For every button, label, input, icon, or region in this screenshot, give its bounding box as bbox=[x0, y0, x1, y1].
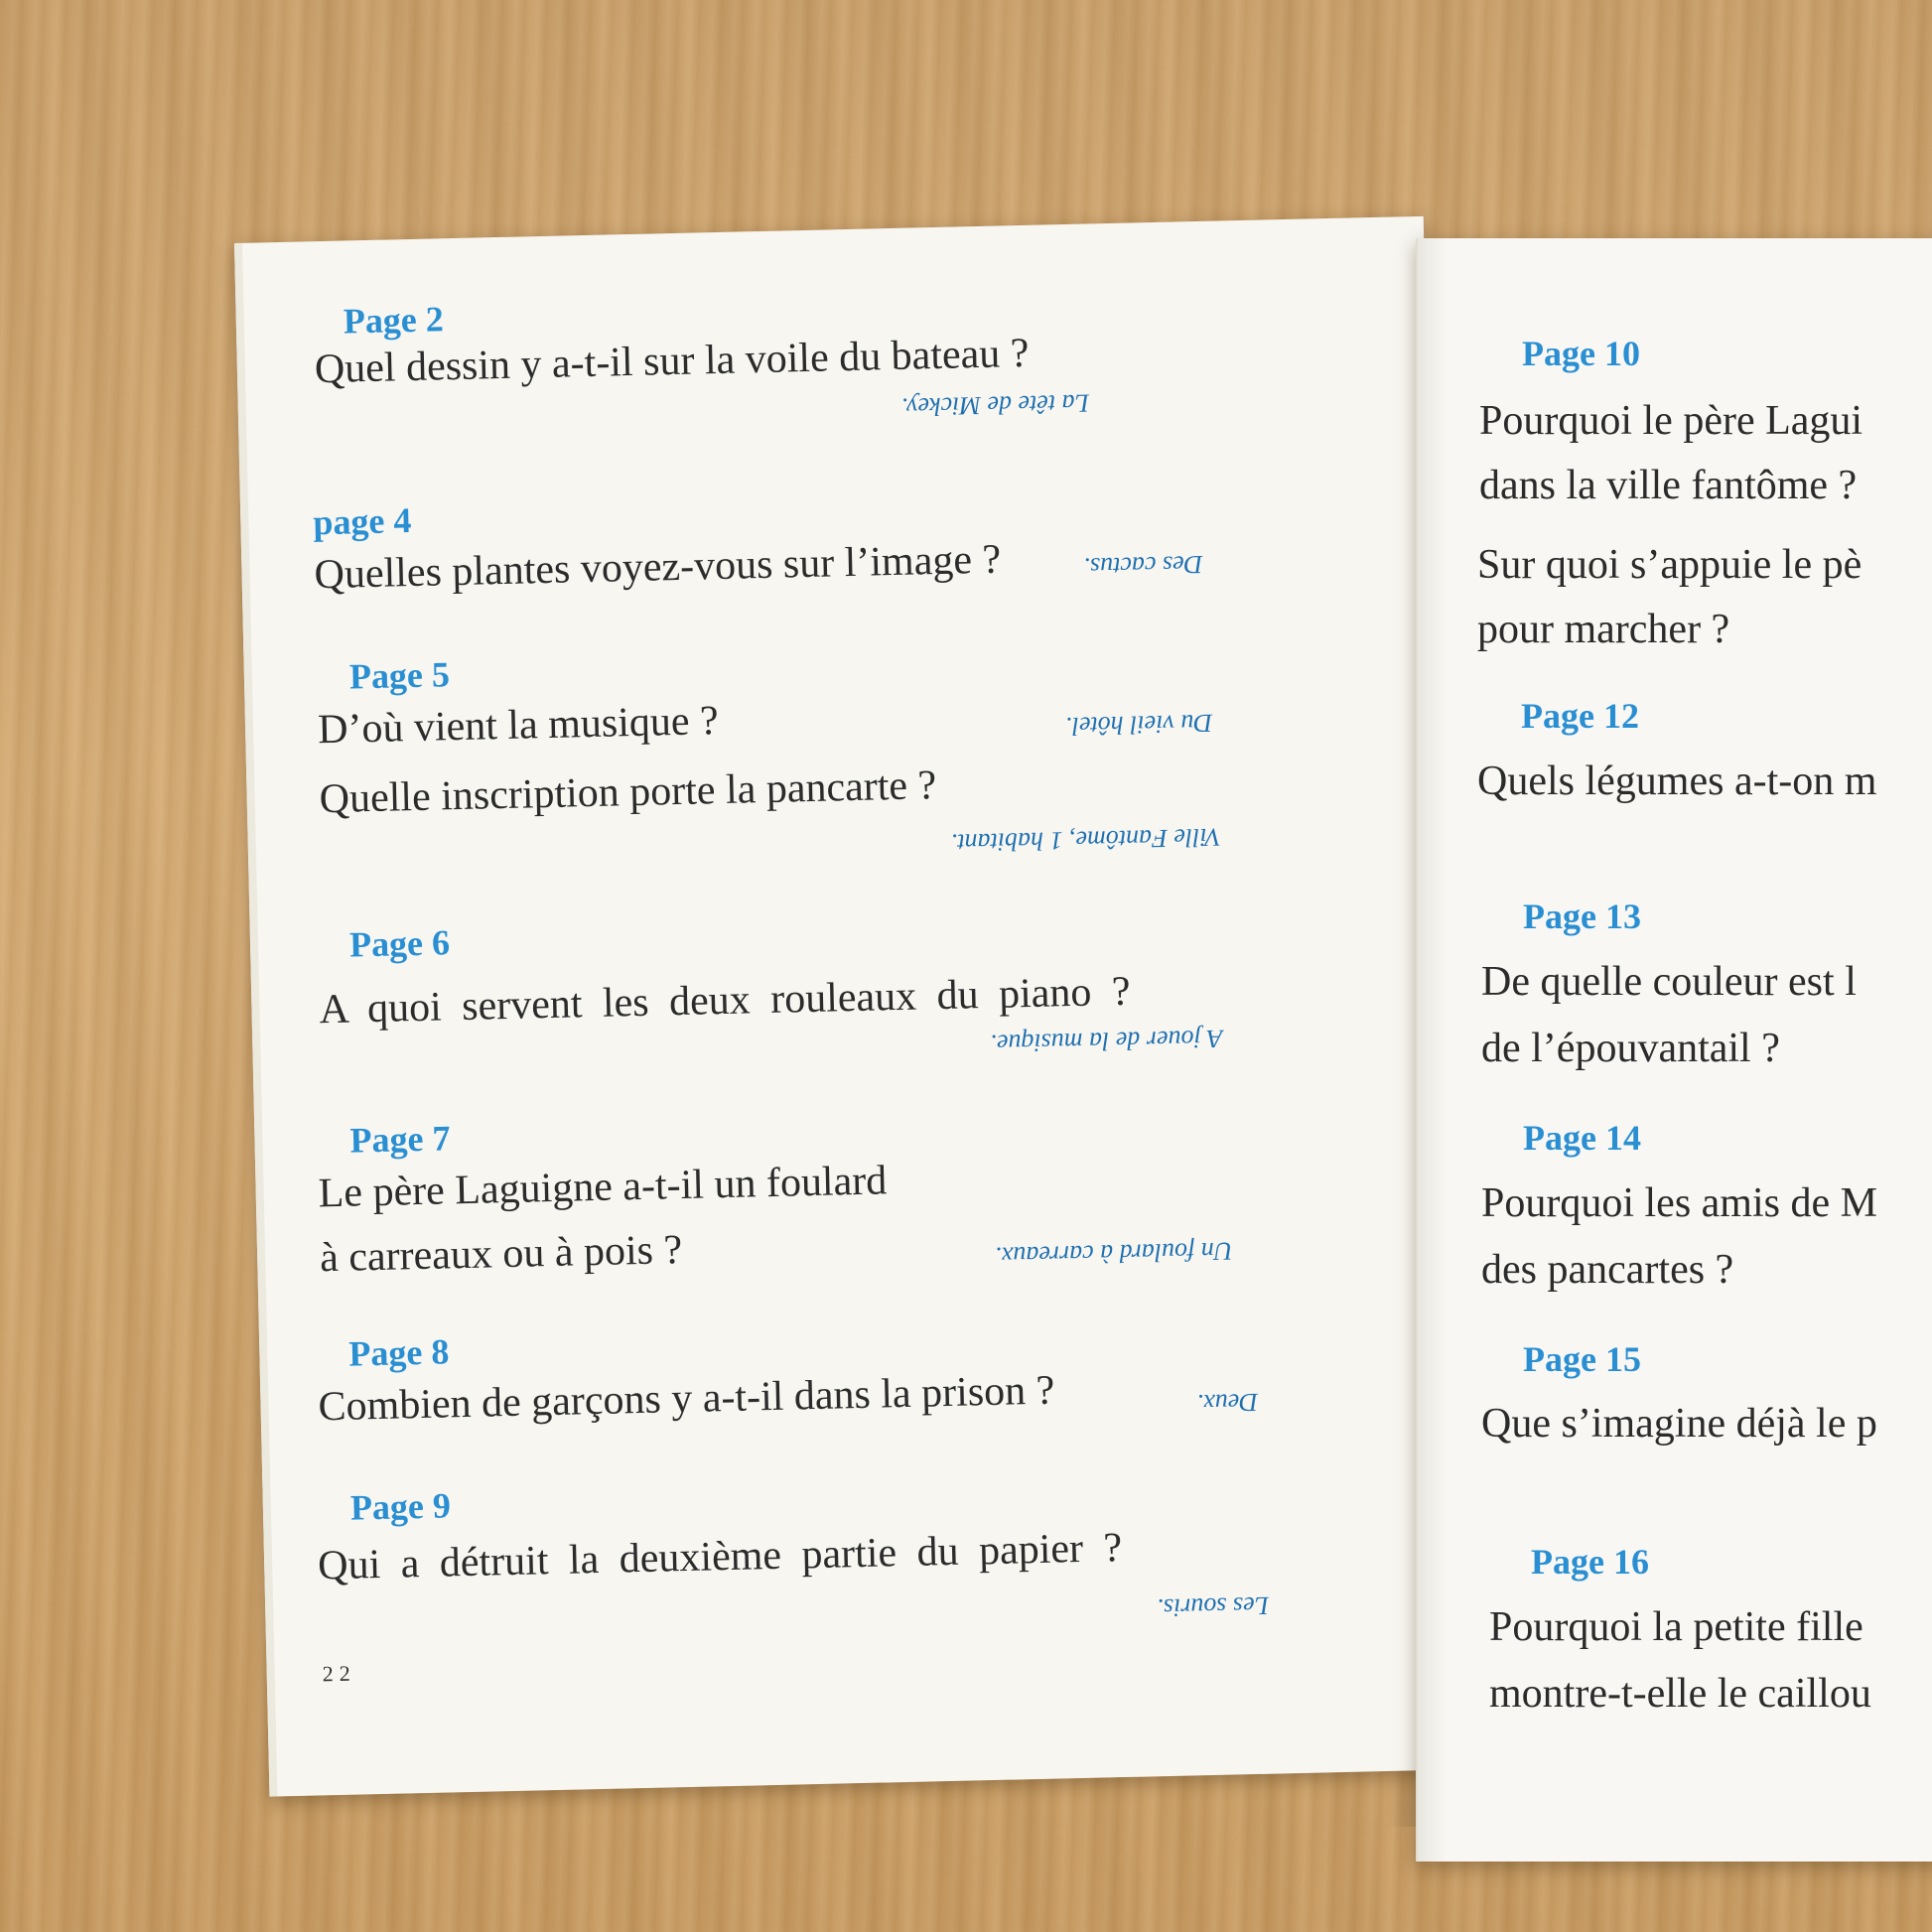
upside-down-answer: Les souris. bbox=[1157, 1590, 1270, 1623]
section-heading: Page 8 bbox=[347, 1331, 450, 1374]
question-line: Que s’imagine déjà le p bbox=[1481, 1401, 1877, 1447]
page-number: 22 bbox=[322, 1660, 356, 1687]
upside-down-answer: Ville Fantôme, 1 habitant. bbox=[950, 822, 1221, 858]
question: Le père Laguigne a-t-il un foulard bbox=[318, 1158, 888, 1217]
question-line: montre-t-elle le caillou bbox=[1489, 1671, 1871, 1717]
section-heading: Page 9 bbox=[349, 1485, 452, 1528]
question: à carreaux ou à pois ? bbox=[319, 1227, 683, 1282]
question-line: des pancartes ? bbox=[1481, 1247, 1734, 1293]
section-heading: Page 14 bbox=[1523, 1118, 1641, 1158]
upside-down-answer: Du vieil hôtel. bbox=[1064, 708, 1213, 742]
section-heading: Page 16 bbox=[1531, 1542, 1649, 1582]
question: Qui a détruit la deuxième partie du papier ? bbox=[317, 1525, 1123, 1589]
question: Quelle inscription porte la pancarte ? bbox=[319, 762, 937, 823]
section-heading: Page 15 bbox=[1523, 1339, 1641, 1379]
left-page bbox=[234, 216, 1458, 1797]
question-line: pour marcher ? bbox=[1477, 607, 1730, 652]
question-line: Pourquoi la petite fille bbox=[1489, 1604, 1863, 1650]
question-line: Quels légumes a-t-on m bbox=[1477, 759, 1877, 804]
section-heading: page 4 bbox=[312, 500, 412, 543]
upside-down-answer: Deux. bbox=[1196, 1387, 1259, 1419]
question-line: dans la ville fantôme ? bbox=[1479, 463, 1858, 508]
section-heading: Page 2 bbox=[343, 299, 445, 342]
question-line: Pourquoi les amis de M bbox=[1481, 1180, 1877, 1226]
question-line: De quelle couleur est l bbox=[1481, 959, 1857, 1005]
upside-down-answer: La tête de Mickey. bbox=[900, 388, 1090, 422]
upside-down-answer: A jouer de la musique. bbox=[990, 1024, 1223, 1058]
section-heading: Page 12 bbox=[1521, 696, 1639, 736]
question: A quoi servent les deux rouleaux du piano ? bbox=[319, 968, 1132, 1034]
question-line: Sur quoi s’appuie le pè bbox=[1477, 542, 1863, 588]
right-page bbox=[1416, 238, 1932, 1862]
section-heading: Page 6 bbox=[348, 922, 451, 965]
question: D’où vient la musique ? bbox=[317, 698, 720, 754]
question: Combien de garçons y a-t-il dans la prison ? bbox=[318, 1367, 1055, 1431]
section-heading: Page 7 bbox=[349, 1118, 451, 1161]
question-line: de l’épouvantail ? bbox=[1481, 1026, 1780, 1071]
section-heading: Page 10 bbox=[1522, 334, 1640, 373]
question: Quelles plantes voyez-vous sur l’image ? bbox=[314, 536, 1002, 599]
section-heading: Page 5 bbox=[348, 654, 451, 697]
section-heading: Page 13 bbox=[1523, 897, 1641, 936]
upside-down-answer: Des cactus. bbox=[1083, 549, 1203, 582]
upside-down-answer: Un foulard à carreaux. bbox=[995, 1236, 1233, 1271]
question-line: Pourquoi le père Lagui bbox=[1479, 398, 1863, 444]
question: Quel dessin y a-t-il sur la voile du bateau ? bbox=[314, 330, 1030, 393]
